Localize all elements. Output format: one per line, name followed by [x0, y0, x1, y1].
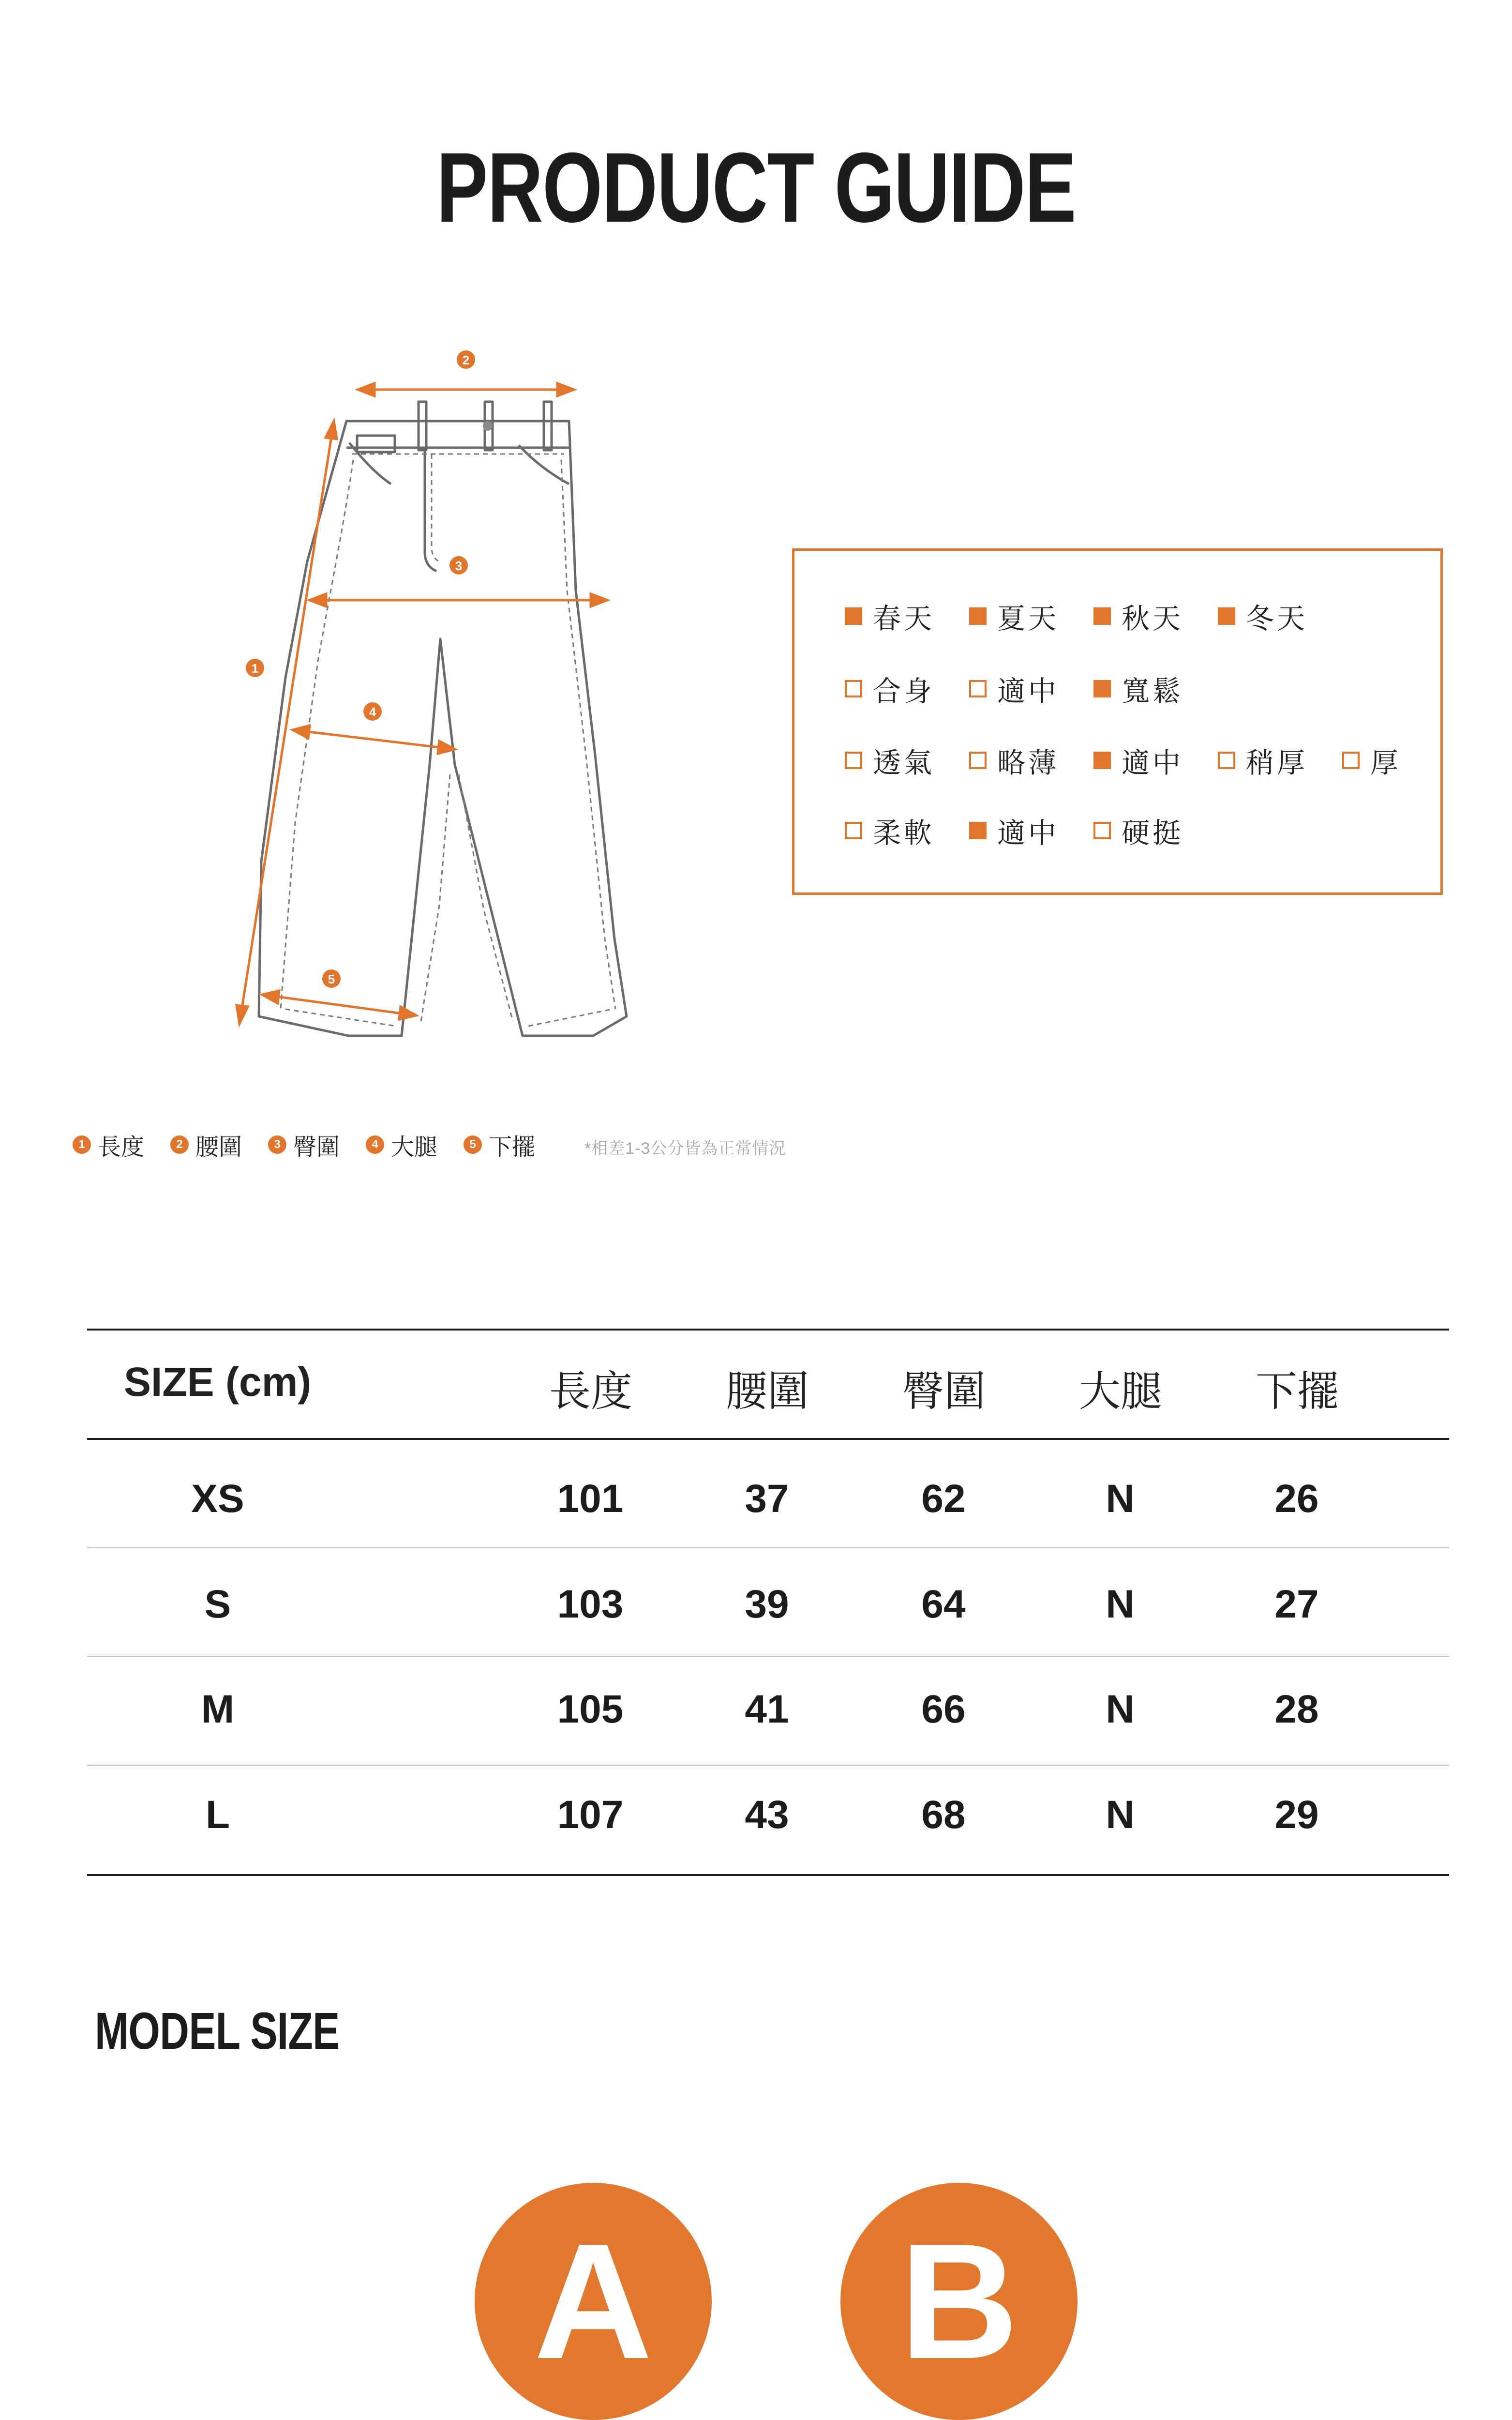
attr-label: 秋天 — [1122, 603, 1184, 635]
cell-size: S — [204, 1582, 231, 1626]
model-size-heading: MODEL SIZE — [95, 2001, 340, 2060]
attr-label: 適中 — [1122, 747, 1184, 779]
cell-size: XS — [191, 1477, 244, 1521]
cell-hem: 26 — [1274, 1477, 1319, 1521]
attr-item — [845, 672, 935, 706]
attr-label: 厚 — [1370, 747, 1402, 779]
header-thigh: 大腿 — [1079, 1368, 1162, 1415]
header-hip: 臀圍 — [902, 1368, 986, 1415]
checkbox-icon — [845, 752, 862, 769]
model-b-badge: B — [840, 2183, 1078, 2420]
page-title: PRODUCT GUIDE — [436, 132, 1076, 243]
attr-item — [1093, 814, 1183, 847]
attr-item — [1093, 599, 1183, 633]
attr-item — [1218, 599, 1308, 633]
legend-label: 長度 — [98, 1134, 145, 1160]
checkbox-icon — [1342, 752, 1360, 769]
table-header-rule — [87, 1438, 1449, 1440]
svg-text:4: 4 — [369, 705, 376, 719]
attr-item — [969, 599, 1059, 633]
marker-4 — [363, 702, 382, 721]
attr-label: 寬鬆 — [1122, 676, 1184, 707]
legend-item — [170, 1128, 242, 1162]
legend-label: 大腿 — [391, 1134, 438, 1160]
marker-1 — [246, 659, 264, 677]
attr-item — [1218, 743, 1308, 777]
checkbox-icon — [969, 822, 987, 839]
legend-label: 下擺 — [489, 1134, 536, 1160]
attr-item — [969, 743, 1059, 777]
attr-label: 硬挺 — [1122, 817, 1184, 849]
svg-text:5: 5 — [328, 972, 335, 986]
checkbox-icon — [845, 680, 862, 697]
checkbox-icon — [969, 607, 987, 625]
checkbox-icon — [1093, 822, 1111, 839]
checkbox-icon — [1093, 607, 1111, 625]
checkbox-icon — [969, 752, 987, 769]
header-waist: 腰圍 — [726, 1368, 809, 1415]
attr-label: 稍厚 — [1246, 747, 1308, 779]
table-top-rule — [87, 1329, 1449, 1331]
attr-item — [845, 743, 935, 777]
cell-thigh: N — [1106, 1477, 1135, 1521]
cell-hem: 29 — [1274, 1793, 1319, 1837]
attr-label: 夏天 — [997, 603, 1060, 635]
cell-thigh: N — [1106, 1793, 1135, 1837]
pants-outline — [259, 402, 627, 1036]
legend-label: 臀圍 — [293, 1134, 340, 1160]
model-a-badge: A — [475, 2183, 712, 2420]
cell-hip: 62 — [921, 1477, 966, 1521]
tolerance-note: *相差1-3公分皆為正常情況 — [584, 1139, 786, 1158]
checkbox-icon — [1218, 607, 1235, 625]
checkbox-icon — [845, 822, 862, 839]
table-bottom-rule — [87, 1874, 1449, 1876]
attr-item — [1093, 672, 1183, 706]
header-hem: 下擺 — [1256, 1368, 1339, 1415]
cell-size: M — [201, 1687, 235, 1731]
legend-item — [464, 1128, 535, 1162]
cell-hem: 28 — [1274, 1687, 1319, 1731]
attr-item — [969, 672, 1059, 706]
attr-label: 春天 — [873, 603, 935, 635]
attr-label: 略薄 — [997, 747, 1060, 779]
cell-waist: 39 — [745, 1582, 789, 1626]
marker-2 — [457, 350, 475, 369]
legend-number: 1 — [73, 1135, 91, 1154]
legend-item — [73, 1128, 144, 1162]
cell-waist: 43 — [745, 1793, 789, 1837]
cell-length: 103 — [557, 1582, 624, 1626]
attr-item — [845, 599, 935, 633]
row-divider — [87, 1765, 1449, 1766]
checkbox-icon — [969, 680, 987, 697]
cell-waist: 37 — [745, 1477, 789, 1521]
marker-5 — [322, 969, 341, 988]
cell-hem: 27 — [1274, 1582, 1319, 1626]
legend-item — [268, 1128, 340, 1162]
attr-label: 冬天 — [1246, 603, 1308, 635]
fabric-attributes-box — [792, 548, 1443, 895]
cell-hip: 68 — [921, 1793, 966, 1837]
checkbox-icon — [1218, 752, 1235, 769]
attr-label: 透氣 — [873, 747, 935, 779]
svg-text:2: 2 — [462, 353, 470, 367]
attr-item — [1342, 743, 1401, 777]
cell-waist: 41 — [745, 1687, 789, 1731]
legend-label: 腰圍 — [195, 1134, 242, 1160]
svg-text:3: 3 — [455, 559, 463, 573]
attr-label: 適中 — [997, 676, 1060, 707]
pants-measurement-diagram — [213, 339, 677, 1055]
marker-3 — [449, 556, 468, 575]
attr-item — [969, 814, 1059, 847]
attr-item — [845, 814, 935, 847]
cell-length: 101 — [557, 1477, 624, 1521]
legend-number: 5 — [464, 1135, 482, 1154]
cell-thigh: N — [1106, 1687, 1135, 1731]
checkbox-icon — [845, 607, 862, 625]
cell-length: 107 — [557, 1793, 624, 1837]
attr-item — [1093, 743, 1183, 777]
legend-number: 4 — [366, 1135, 384, 1154]
cell-length: 105 — [557, 1687, 624, 1731]
legend-number: 2 — [170, 1135, 189, 1154]
attr-label: 合身 — [873, 676, 935, 707]
legend-item — [366, 1128, 437, 1162]
checkbox-icon — [1093, 680, 1111, 697]
legend-number: 3 — [268, 1135, 286, 1154]
header-size: SIZE (cm) — [124, 1359, 312, 1405]
header-length: 長度 — [549, 1368, 632, 1415]
button-icon — [483, 421, 493, 431]
attr-label: 柔軟 — [873, 817, 935, 849]
row-divider — [87, 1656, 1449, 1657]
checkbox-icon — [1093, 752, 1111, 769]
cell-hip: 66 — [921, 1687, 966, 1731]
cell-hip: 64 — [921, 1582, 966, 1626]
cell-thigh: N — [1106, 1582, 1135, 1626]
row-divider — [87, 1547, 1449, 1548]
attr-label: 適中 — [997, 817, 1060, 849]
svg-text:1: 1 — [251, 661, 259, 676]
cell-size: L — [205, 1793, 230, 1837]
